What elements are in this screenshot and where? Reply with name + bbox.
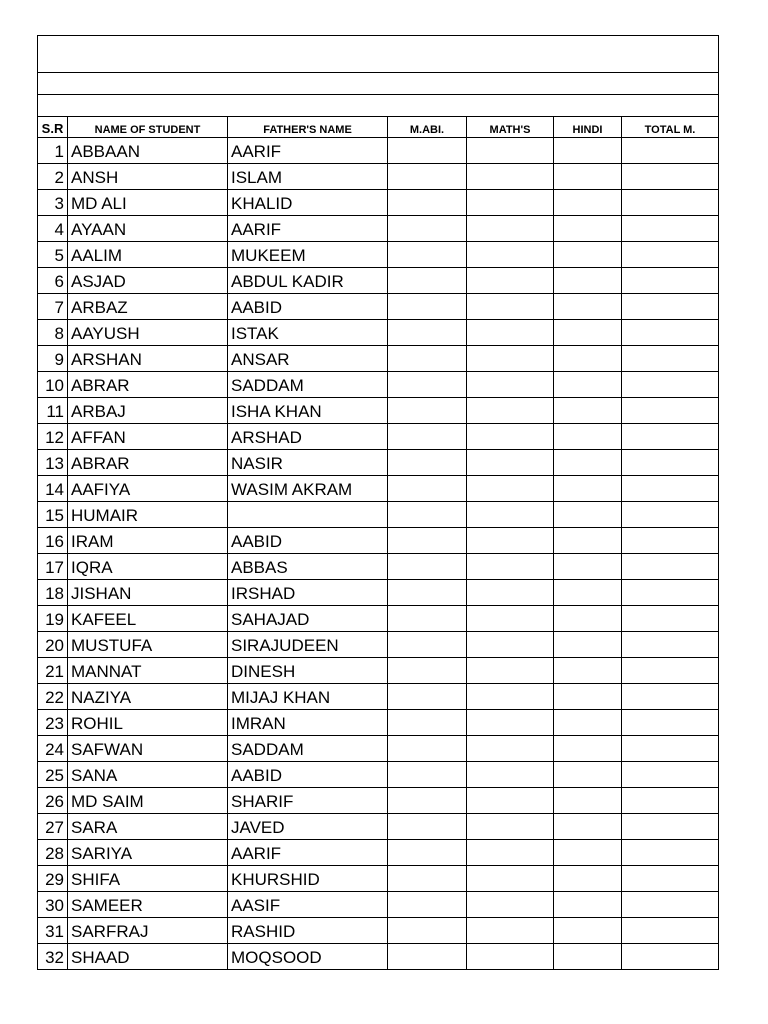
father-name-cell[interactable]: AARIF [228, 216, 388, 242]
maths-cell[interactable] [467, 866, 554, 892]
total-marks-cell[interactable] [622, 736, 719, 762]
father-name-cell[interactable]: AARIF [228, 840, 388, 866]
sr-cell[interactable]: 24 [38, 736, 68, 762]
hindi-cell[interactable] [554, 450, 622, 476]
mabi-cell[interactable] [388, 944, 467, 970]
table-row [38, 814, 719, 840]
title-row [38, 36, 719, 73]
total-marks-cell[interactable] [622, 918, 719, 944]
student-name-cell[interactable]: MUSTUFA [68, 632, 228, 658]
table-row [38, 606, 719, 632]
sr-cell[interactable]: 32 [38, 944, 68, 970]
student-name-cell[interactable]: AYAAN [68, 216, 228, 242]
sr-cell[interactable]: 25 [38, 762, 68, 788]
student-name-cell[interactable]: SHIFA [68, 866, 228, 892]
header-mabi[interactable]: M.ABI. [388, 117, 467, 138]
student-name-cell[interactable]: ABBAAN [68, 138, 228, 164]
mabi-cell[interactable] [388, 242, 467, 268]
maths-cell[interactable] [467, 398, 554, 424]
father-name-cell[interactable]: IMRAN [228, 710, 388, 736]
mabi-cell[interactable] [388, 476, 467, 502]
sr-cell[interactable]: 16 [38, 528, 68, 554]
maths-cell[interactable] [467, 268, 554, 294]
sr-cell[interactable]: 17 [38, 554, 68, 580]
father-name-cell[interactable]: AASIF [228, 892, 388, 918]
student-name-cell[interactable]: SARFRAJ [68, 918, 228, 944]
student-name-cell[interactable]: AALIM [68, 242, 228, 268]
maths-cell[interactable] [467, 476, 554, 502]
mabi-cell[interactable] [388, 866, 467, 892]
hindi-cell[interactable] [554, 814, 622, 840]
student-name-cell[interactable]: SHAAD [68, 944, 228, 970]
maths-cell[interactable] [467, 294, 554, 320]
hindi-cell[interactable] [554, 710, 622, 736]
father-name-cell[interactable]: ARSHAD [228, 424, 388, 450]
hindi-cell[interactable] [554, 684, 622, 710]
table-row [38, 736, 719, 762]
father-name-cell[interactable]: NASIR [228, 450, 388, 476]
hindi-cell[interactable] [554, 840, 622, 866]
student-name-cell[interactable]: JISHAN [68, 580, 228, 606]
student-name-cell[interactable]: ASJAD [68, 268, 228, 294]
total-marks-cell[interactable] [622, 268, 719, 294]
mabi-cell[interactable] [388, 190, 467, 216]
mabi-cell[interactable] [388, 840, 467, 866]
hindi-cell[interactable] [554, 398, 622, 424]
header-total-marks[interactable]: TOTAL M. [622, 117, 719, 138]
father-name-cell[interactable]: DINESH [228, 658, 388, 684]
father-name-cell[interactable]: ISTAK [228, 320, 388, 346]
table-row [38, 892, 719, 918]
mabi-cell[interactable] [388, 736, 467, 762]
maths-cell[interactable] [467, 164, 554, 190]
student-marks-sheet [37, 35, 719, 970]
header-fathers-name[interactable]: FATHER'S NAME [228, 117, 388, 138]
maths-cell[interactable] [467, 736, 554, 762]
maths-cell[interactable] [467, 372, 554, 398]
student-name-cell[interactable]: ARBAZ [68, 294, 228, 320]
hindi-cell[interactable] [554, 268, 622, 294]
table-row [38, 684, 719, 710]
table-row [38, 918, 719, 944]
mabi-cell[interactable] [388, 528, 467, 554]
table-row [38, 138, 719, 164]
maths-cell[interactable] [467, 190, 554, 216]
hindi-cell[interactable] [554, 632, 622, 658]
hindi-cell[interactable] [554, 164, 622, 190]
table-row [38, 866, 719, 892]
hindi-cell[interactable] [554, 346, 622, 372]
maths-cell[interactable] [467, 242, 554, 268]
mabi-cell[interactable] [388, 346, 467, 372]
total-marks-cell[interactable] [622, 450, 719, 476]
father-name-cell[interactable]: SIRAJUDEEN [228, 632, 388, 658]
student-name-cell[interactable]: SARIYA [68, 840, 228, 866]
total-marks-cell[interactable] [622, 476, 719, 502]
sr-cell[interactable]: 9 [38, 346, 68, 372]
maths-cell[interactable] [467, 892, 554, 918]
father-name-cell[interactable]: AABID [228, 294, 388, 320]
sr-cell[interactable]: 31 [38, 918, 68, 944]
total-marks-cell[interactable] [622, 788, 719, 814]
mabi-cell[interactable] [388, 892, 467, 918]
total-marks-cell[interactable] [622, 242, 719, 268]
hindi-cell[interactable] [554, 762, 622, 788]
student-name-cell[interactable]: SARA [68, 814, 228, 840]
father-name-cell[interactable]: AABID [228, 762, 388, 788]
table-row [38, 762, 719, 788]
total-marks-cell[interactable] [622, 320, 719, 346]
header-name-of-student[interactable]: NAME OF STUDENT [68, 117, 228, 138]
table-row [38, 164, 719, 190]
sr-cell[interactable]: 10 [38, 372, 68, 398]
hindi-cell[interactable] [554, 190, 622, 216]
maths-cell[interactable] [467, 138, 554, 164]
father-name-cell[interactable]: SHARIF [228, 788, 388, 814]
table-row [38, 268, 719, 294]
mabi-cell[interactable] [388, 554, 467, 580]
student-name-cell[interactable]: ROHIL [68, 710, 228, 736]
mabi-cell[interactable] [388, 268, 467, 294]
total-marks-cell[interactable] [622, 580, 719, 606]
sr-cell[interactable]: 12 [38, 424, 68, 450]
table-row [38, 632, 719, 658]
mabi-cell[interactable] [388, 814, 467, 840]
student-name-cell[interactable]: MD SAIM [68, 788, 228, 814]
table-row [38, 658, 719, 684]
mabi-cell[interactable] [388, 216, 467, 242]
father-name-cell[interactable]: ABBAS [228, 554, 388, 580]
table-row [38, 372, 719, 398]
hindi-cell[interactable] [554, 606, 622, 632]
mabi-cell[interactable] [388, 762, 467, 788]
mabi-cell[interactable] [388, 684, 467, 710]
father-name-cell[interactable]: KHALID [228, 190, 388, 216]
total-marks-cell[interactable] [622, 944, 719, 970]
maths-cell[interactable] [467, 632, 554, 658]
table-row [38, 502, 719, 528]
table-row [38, 190, 719, 216]
maths-cell[interactable] [467, 346, 554, 372]
total-marks-cell[interactable] [622, 606, 719, 632]
sr-cell[interactable]: 19 [38, 606, 68, 632]
maths-cell[interactable] [467, 502, 554, 528]
maths-cell[interactable] [467, 710, 554, 736]
student-name-cell[interactable]: MD ALI [68, 190, 228, 216]
sr-cell[interactable]: 4 [38, 216, 68, 242]
hindi-cell[interactable] [554, 658, 622, 684]
hindi-cell[interactable] [554, 294, 622, 320]
maths-cell[interactable] [467, 788, 554, 814]
total-marks-cell[interactable] [622, 528, 719, 554]
sr-cell[interactable]: 14 [38, 476, 68, 502]
hindi-cell[interactable] [554, 554, 622, 580]
blank-cell[interactable] [38, 95, 719, 117]
sr-cell[interactable]: 27 [38, 814, 68, 840]
table-row [38, 476, 719, 502]
father-name-cell[interactable]: IRSHAD [228, 580, 388, 606]
father-name-cell[interactable]: ABDUL KADIR [228, 268, 388, 294]
hindi-cell[interactable] [554, 502, 622, 528]
mabi-cell[interactable] [388, 320, 467, 346]
sr-cell[interactable]: 23 [38, 710, 68, 736]
total-marks-cell[interactable] [622, 762, 719, 788]
sr-cell[interactable]: 20 [38, 632, 68, 658]
blank-row [38, 73, 719, 95]
mabi-cell[interactable] [388, 580, 467, 606]
student-name-cell[interactable]: ABRAR [68, 372, 228, 398]
mabi-cell[interactable] [388, 372, 467, 398]
student-name-cell[interactable]: ANSH [68, 164, 228, 190]
mabi-cell[interactable] [388, 710, 467, 736]
maths-cell[interactable] [467, 944, 554, 970]
sr-cell[interactable]: 28 [38, 840, 68, 866]
total-marks-cell[interactable] [622, 398, 719, 424]
table-row [38, 528, 719, 554]
total-marks-cell[interactable] [622, 502, 719, 528]
student-name-cell[interactable]: AAYUSH [68, 320, 228, 346]
father-name-cell[interactable]: WASIM AKRAM [228, 476, 388, 502]
total-marks-cell[interactable] [622, 216, 719, 242]
header-maths[interactable]: MATH'S [467, 117, 554, 138]
maths-cell[interactable] [467, 840, 554, 866]
mabi-cell[interactable] [388, 918, 467, 944]
sr-cell[interactable]: 6 [38, 268, 68, 294]
total-marks-cell[interactable] [622, 554, 719, 580]
table-row [38, 450, 719, 476]
student-name-cell[interactable]: SANA [68, 762, 228, 788]
sr-cell[interactable]: 7 [38, 294, 68, 320]
sr-cell[interactable]: 3 [38, 190, 68, 216]
table-row [38, 320, 719, 346]
sr-cell[interactable]: 21 [38, 658, 68, 684]
student-name-cell[interactable]: SAMEER [68, 892, 228, 918]
table-row [38, 710, 719, 736]
father-name-cell[interactable]: KHURSHID [228, 866, 388, 892]
father-name-cell[interactable]: AABID [228, 528, 388, 554]
maths-cell[interactable] [467, 918, 554, 944]
sr-cell[interactable]: 29 [38, 866, 68, 892]
total-marks-cell[interactable] [622, 190, 719, 216]
table-row [38, 580, 719, 606]
sr-cell[interactable]: 1 [38, 138, 68, 164]
mabi-cell[interactable] [388, 606, 467, 632]
student-name-cell[interactable]: IQRA [68, 554, 228, 580]
mabi-cell[interactable] [388, 502, 467, 528]
sr-cell[interactable]: 11 [38, 398, 68, 424]
maths-cell[interactable] [467, 814, 554, 840]
student-name-cell[interactable]: MANNAT [68, 658, 228, 684]
hindi-cell[interactable] [554, 580, 622, 606]
mabi-cell[interactable] [388, 138, 467, 164]
hindi-cell[interactable] [554, 242, 622, 268]
hindi-cell[interactable] [554, 476, 622, 502]
header-row [38, 117, 719, 138]
sr-cell[interactable]: 18 [38, 580, 68, 606]
hindi-cell[interactable] [554, 918, 622, 944]
father-name-cell[interactable]: JAVED [228, 814, 388, 840]
table-row [38, 788, 719, 814]
hindi-cell[interactable] [554, 138, 622, 164]
blank-row [38, 95, 719, 117]
total-marks-cell[interactable] [622, 710, 719, 736]
mabi-cell[interactable] [388, 164, 467, 190]
maths-cell[interactable] [467, 580, 554, 606]
maths-cell[interactable] [467, 216, 554, 242]
mabi-cell[interactable] [388, 632, 467, 658]
table-row [38, 242, 719, 268]
father-name-cell[interactable]: RASHID [228, 918, 388, 944]
hindi-cell[interactable] [554, 866, 622, 892]
maths-cell[interactable] [467, 450, 554, 476]
sr-cell[interactable]: 5 [38, 242, 68, 268]
father-name-cell[interactable]: SADDAM [228, 736, 388, 762]
father-name-cell[interactable]: SADDAM [228, 372, 388, 398]
student-name-cell[interactable]: NAZIYA [68, 684, 228, 710]
hindi-cell[interactable] [554, 736, 622, 762]
blank-cell[interactable] [38, 73, 719, 95]
mabi-cell[interactable] [388, 398, 467, 424]
mabi-cell[interactable] [388, 658, 467, 684]
total-marks-cell[interactable] [622, 164, 719, 190]
father-name-cell[interactable]: MIJAJ KHAN [228, 684, 388, 710]
sr-cell[interactable]: 2 [38, 164, 68, 190]
student-name-cell[interactable]: IRAM [68, 528, 228, 554]
hindi-cell[interactable] [554, 788, 622, 814]
sr-cell[interactable]: 15 [38, 502, 68, 528]
sr-cell[interactable]: 30 [38, 892, 68, 918]
total-marks-cell[interactable] [622, 138, 719, 164]
student-name-cell[interactable]: ARSHAN [68, 346, 228, 372]
maths-cell[interactable] [467, 554, 554, 580]
hindi-cell[interactable] [554, 216, 622, 242]
father-name-cell[interactable]: AARIF [228, 138, 388, 164]
sr-cell[interactable]: 26 [38, 788, 68, 814]
sr-cell[interactable]: 8 [38, 320, 68, 346]
father-name-cell[interactable]: MOQSOOD [228, 944, 388, 970]
student-name-cell[interactable]: ARBAJ [68, 398, 228, 424]
father-name-cell[interactable]: SAHAJAD [228, 606, 388, 632]
total-marks-cell[interactable] [622, 814, 719, 840]
maths-cell[interactable] [467, 684, 554, 710]
maths-cell[interactable] [467, 320, 554, 346]
mabi-cell[interactable] [388, 450, 467, 476]
table-row [38, 294, 719, 320]
hindi-cell[interactable] [554, 372, 622, 398]
table-row [38, 398, 719, 424]
mabi-cell[interactable] [388, 424, 467, 450]
father-name-cell[interactable]: ANSAR [228, 346, 388, 372]
student-name-cell[interactable]: AAFIYA [68, 476, 228, 502]
maths-cell[interactable] [467, 606, 554, 632]
maths-cell[interactable] [467, 424, 554, 450]
total-marks-cell[interactable] [622, 840, 719, 866]
student-name-cell[interactable]: ABRAR [68, 450, 228, 476]
hindi-cell[interactable] [554, 528, 622, 554]
total-marks-cell[interactable] [622, 632, 719, 658]
total-marks-cell[interactable] [622, 372, 719, 398]
header-sr[interactable]: S.R [38, 117, 68, 138]
father-name-cell[interactable]: MUKEEM [228, 242, 388, 268]
table-row [38, 944, 719, 970]
hindi-cell[interactable] [554, 892, 622, 918]
father-name-cell[interactable] [228, 502, 388, 528]
table-row [38, 424, 719, 450]
hindi-cell[interactable] [554, 320, 622, 346]
maths-cell[interactable] [467, 762, 554, 788]
student-name-cell[interactable]: KAFEEL [68, 606, 228, 632]
total-marks-cell[interactable] [622, 294, 719, 320]
total-marks-cell[interactable] [622, 658, 719, 684]
total-marks-cell[interactable] [622, 424, 719, 450]
total-marks-cell[interactable] [622, 346, 719, 372]
maths-cell[interactable] [467, 528, 554, 554]
table-row [38, 554, 719, 580]
sr-cell[interactable]: 13 [38, 450, 68, 476]
table-row [38, 216, 719, 242]
father-name-cell[interactable]: ISHA KHAN [228, 398, 388, 424]
mabi-cell[interactable] [388, 294, 467, 320]
mabi-cell[interactable] [388, 788, 467, 814]
student-name-cell[interactable]: SAFWAN [68, 736, 228, 762]
total-marks-cell[interactable] [622, 684, 719, 710]
title-cell[interactable] [38, 36, 719, 73]
hindi-cell[interactable] [554, 944, 622, 970]
total-marks-cell[interactable] [622, 866, 719, 892]
father-name-cell[interactable]: ISLAM [228, 164, 388, 190]
maths-cell[interactable] [467, 658, 554, 684]
student-name-cell[interactable]: AFFAN [68, 424, 228, 450]
header-hindi[interactable]: HINDI [554, 117, 622, 138]
total-marks-cell[interactable] [622, 892, 719, 918]
hindi-cell[interactable] [554, 424, 622, 450]
sr-cell[interactable]: 22 [38, 684, 68, 710]
student-name-cell[interactable]: HUMAIR [68, 502, 228, 528]
table-row [38, 346, 719, 372]
table-row [38, 840, 719, 866]
